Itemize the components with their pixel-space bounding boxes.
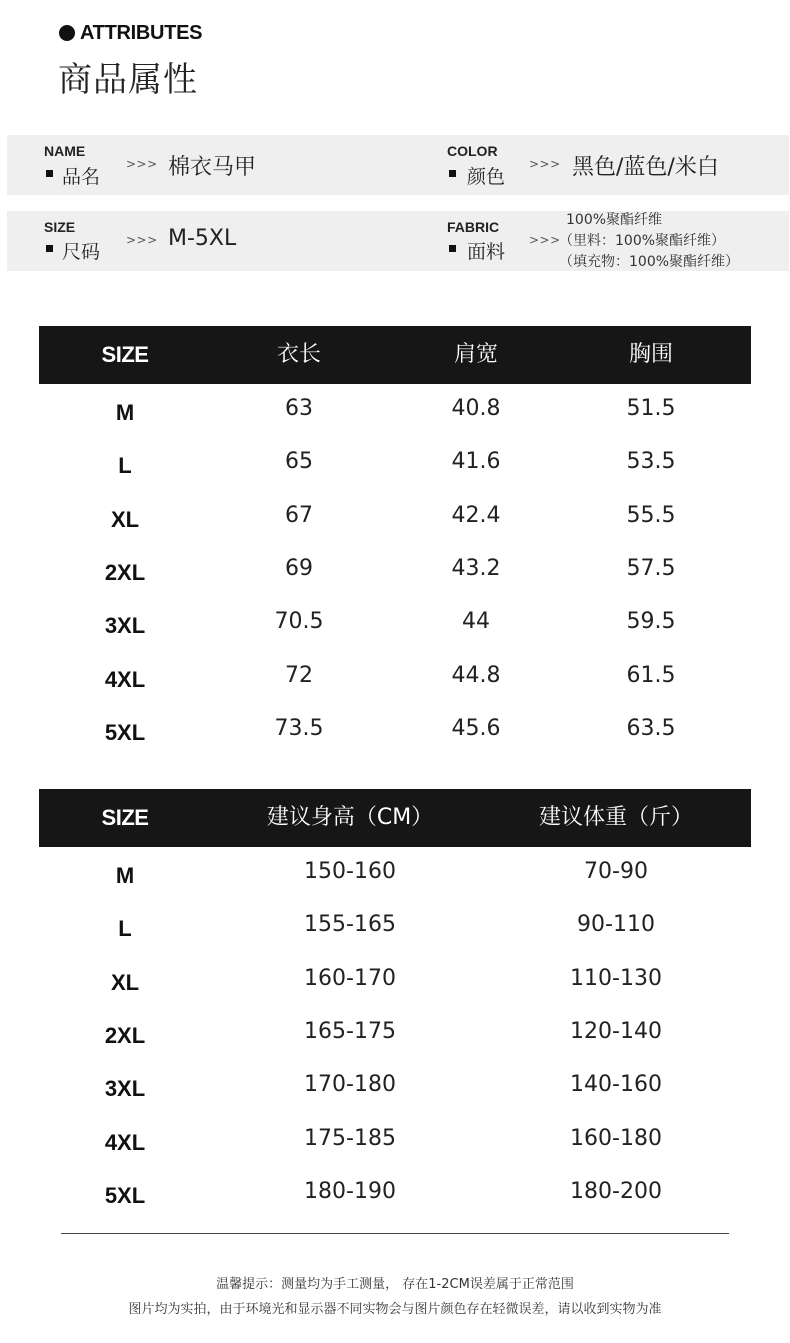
bullet-dot-icon [59,25,75,41]
table-cell: 155-165 [304,912,396,938]
column-header: 肩宽 [453,342,498,367]
table-cell: 73.5 [274,715,324,741]
size-cell: L [118,916,132,942]
size-cell: XL [110,969,140,995]
table-cell: 41.6 [451,449,501,475]
size-cell: XL [110,506,140,532]
table-cell: 55.5 [626,502,676,528]
table-cell: 44 [462,609,490,635]
color-value: 黑色/蓝色/米白 [572,155,719,180]
table-cell: 53.5 [626,449,676,475]
table-cell: 170-180 [304,1072,396,1098]
square-bullet-icon [449,170,456,177]
fabric-value-line: （填充物：100%聚酯纤维） [559,254,740,270]
size-cell: 5XL [104,719,146,745]
table-cell: 42.4 [451,502,501,528]
column-header: 衣长 [276,342,321,367]
table-cell: 44.8 [451,662,501,688]
table-cell: 61.5 [626,662,676,688]
table-cell: 70.5 [274,609,324,635]
note-line-2: 图片均为实拍，由于环境光和显示器不同实物会与图片颜色存在轻微误差，请以收到实物为准 [128,1302,662,1317]
fit-table-header [39,789,751,847]
table-cell: 69 [285,555,313,581]
size-cell: 3XL [104,1076,146,1102]
table-cell: 65 [285,449,313,475]
table-cell: 160-180 [570,1125,662,1151]
square-bullet-icon [449,245,456,252]
table-cell: 63.5 [626,715,676,741]
size-label-cn: 尺码 [62,241,101,263]
size-table-header [39,326,751,384]
size-cell: 3XL [104,613,146,639]
column-header: 建议身高（CM） [266,805,434,830]
section-title-en: ATTRIBUTES [80,22,203,44]
fabric-label-cn: 面料 [467,241,506,263]
arrows-icon: >>> [126,233,158,247]
arrows-icon: >>> [126,157,158,171]
table-cell: 63 [285,396,313,421]
note-line-1: 温馨提示：测量均为手工测量， 存在1-2CM误差属于正常范围 [216,1277,574,1292]
column-header: 建议体重（斤） [538,805,693,830]
table-cell: 57.5 [626,555,676,581]
size-value: M-5XL [168,226,237,251]
size-cell: 2XL [104,559,146,585]
divider [61,1233,729,1234]
table-cell: 45.6 [451,715,501,741]
table-cell: 120-140 [570,1018,662,1044]
column-header: 胸围 [628,342,673,367]
fabric-value-line: 100%聚酯纤维 [566,212,663,228]
table-cell: 59.5 [626,609,676,635]
table-cell: 51.5 [626,396,676,421]
fabric-label-en: FABRIC [447,219,500,235]
table-cell: 40.8 [451,396,501,421]
size-cell: M [115,863,135,888]
size-cell: 4XL [104,666,146,692]
square-bullet-icon [46,170,53,177]
size-cell: 4XL [104,1129,146,1155]
table-cell: 90-110 [577,912,655,938]
table-cell: 72 [285,662,313,688]
table-cell: 175-185 [304,1125,396,1151]
table-cell: 180-190 [304,1178,396,1204]
color-label-en: COLOR [447,143,498,159]
size-cell: L [118,453,132,479]
square-bullet-icon [46,245,53,252]
name-label-en: NAME [44,143,86,159]
table-cell: 67 [285,502,313,528]
table-cell: 180-200 [570,1178,662,1204]
table-cell: 43.2 [451,555,501,581]
name-label-cn: 品名 [62,166,101,188]
size-cell: M [115,400,135,425]
table-cell: 160-170 [304,965,396,991]
arrows-icon: >>> [529,157,561,171]
table-cell: 110-130 [570,965,662,991]
fabric-value-line: （里料：100%聚酯纤维） [559,233,726,249]
size-cell: 2XL [104,1022,146,1048]
color-label-cn: 颜色 [467,166,506,188]
size-cell: 5XL [104,1182,146,1208]
column-header: SIZE [101,342,149,367]
section-title-cn: 商品属性 [58,60,198,100]
arrows-icon: >>> [529,233,561,247]
name-value: 棉衣马甲 [168,155,257,180]
table-cell: 165-175 [304,1018,396,1044]
table-cell: 150-160 [304,859,396,884]
table-cell: 70-90 [584,859,648,884]
size-label-en: SIZE [44,219,76,235]
column-header: SIZE [101,805,149,830]
table-cell: 140-160 [570,1072,662,1098]
